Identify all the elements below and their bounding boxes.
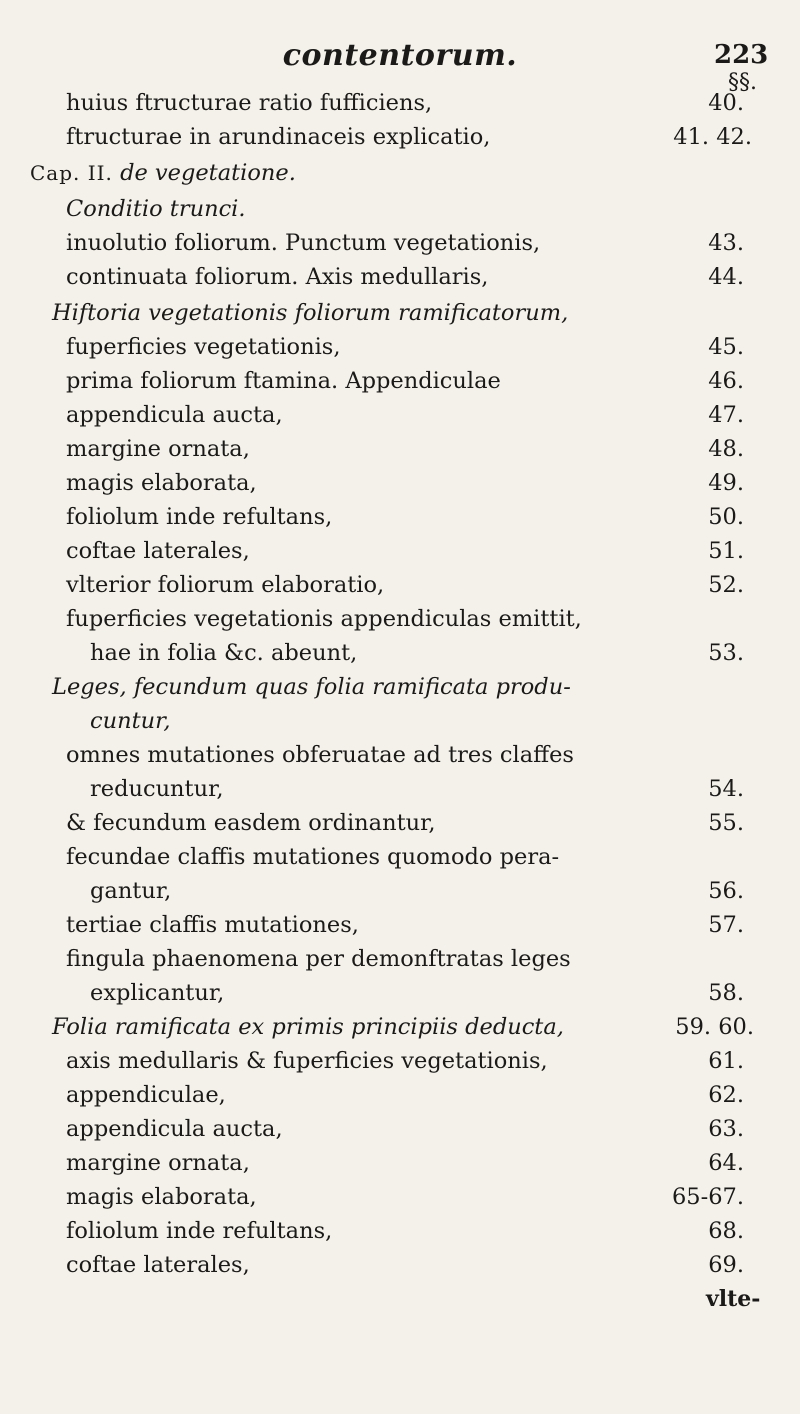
toc-line: explicantur, <box>90 980 225 1006</box>
toc-ref: 53. <box>708 640 744 666</box>
toc-line: fuperficies vegetationis appendiculas emittit, <box>66 606 582 632</box>
toc-ref: 63. <box>708 1116 744 1142</box>
toc-ref: 44. <box>708 264 744 290</box>
toc-ref: 45. <box>708 334 744 360</box>
toc-ref: 48. <box>708 436 744 462</box>
toc-ref: 65-67. <box>671 1184 744 1210</box>
subheading: Folia ramificata ex primis principiis deducta, <box>52 1014 564 1040</box>
toc-line: ftructurae in arundinaceis explicatio, <box>66 124 491 150</box>
toc-line: appendicula aucta, <box>66 1116 283 1142</box>
subheading: Leges, fecundum quas folia ramificata produ- <box>52 674 571 700</box>
toc-line: prima foliorum ftamina. Appendiculae <box>66 368 501 394</box>
toc-ref: 64. <box>708 1150 744 1176</box>
toc-line: margine ornata, <box>66 1150 250 1176</box>
toc-ref: 46. <box>708 368 744 394</box>
toc-line: gantur, <box>90 878 172 904</box>
toc-ref: 59. 60. <box>675 1014 754 1040</box>
toc-line: foliolum inde refultans, <box>66 1218 333 1244</box>
toc-ref: 68. <box>708 1218 744 1244</box>
toc-ref: 47. <box>708 402 744 428</box>
toc-ref: 52. <box>708 572 744 598</box>
toc-line: inuolutio foliorum. Punctum vegetationis, <box>66 230 541 256</box>
subheading-continued: cuntur, <box>90 708 171 734</box>
subheading: Conditio trunci. <box>66 196 246 222</box>
toc-ref: 49. <box>708 470 744 496</box>
toc-line: vlterior foliorum elaboratio, <box>66 572 385 598</box>
toc-line: foliolum inde refultans, <box>66 504 333 530</box>
toc-ref: 40. <box>708 90 744 116</box>
toc-ref: 51. <box>708 538 744 564</box>
toc-ref: 57. <box>708 912 744 938</box>
toc-line: appendicula aucta, <box>66 402 283 428</box>
toc-ref: 54. <box>708 776 744 802</box>
chapter-label: Cap. II. <box>30 161 113 185</box>
toc-line: fuperficies vegetationis, <box>66 334 341 360</box>
running-title: contentorum. <box>282 38 518 73</box>
toc-line: huius ftructurae ratio fufficiens, <box>66 90 433 116</box>
toc-line: fingula phaenomena per demonftratas leges <box>66 946 571 972</box>
toc-line: appendiculae, <box>66 1082 226 1108</box>
toc-line: & fecundum easdem ordinantur, <box>66 810 436 836</box>
toc-ref: 43. <box>708 230 744 256</box>
toc-line: magis elaborata, <box>66 1184 257 1210</box>
toc-line: hae in folia &c. abeunt, <box>90 640 358 666</box>
section-column-label: §§. <box>728 70 757 95</box>
toc-line: coftae laterales, <box>66 538 250 564</box>
toc-line: axis medullaris & fuperficies vegetationis, <box>66 1048 548 1074</box>
toc-ref: 56. <box>708 878 744 904</box>
toc-line: continuata foliorum. Axis medullaris, <box>66 264 489 290</box>
toc-ref: 69. <box>708 1252 744 1278</box>
toc-line: fecundae claffis mutationes quomodo pera- <box>66 844 560 870</box>
toc-ref: 41. 42. <box>673 124 752 150</box>
toc-line: omnes mutationes obferuatae ad tres claffes <box>66 742 574 768</box>
toc-ref: 55. <box>708 810 744 836</box>
catchword: vlte- <box>706 1286 761 1312</box>
toc-line: coftae laterales, <box>66 1252 250 1278</box>
toc-line: magis elaborata, <box>66 470 257 496</box>
toc-line: reducuntur, <box>90 776 224 802</box>
toc-ref: 62. <box>708 1082 744 1108</box>
page-number: 223 <box>714 40 769 70</box>
chapter-title: de vegetatione. <box>120 160 296 186</box>
toc-ref: 50. <box>708 504 744 530</box>
toc-ref: 58. <box>708 980 744 1006</box>
subheading: Hiftoria vegetationis foliorum ramificatorum, <box>52 300 569 326</box>
toc-ref: 61. <box>708 1048 744 1074</box>
toc-line: tertiae claffis mutationes, <box>66 912 359 938</box>
toc-line: margine ornata, <box>66 436 250 462</box>
chapter-heading <box>30 158 296 188</box>
